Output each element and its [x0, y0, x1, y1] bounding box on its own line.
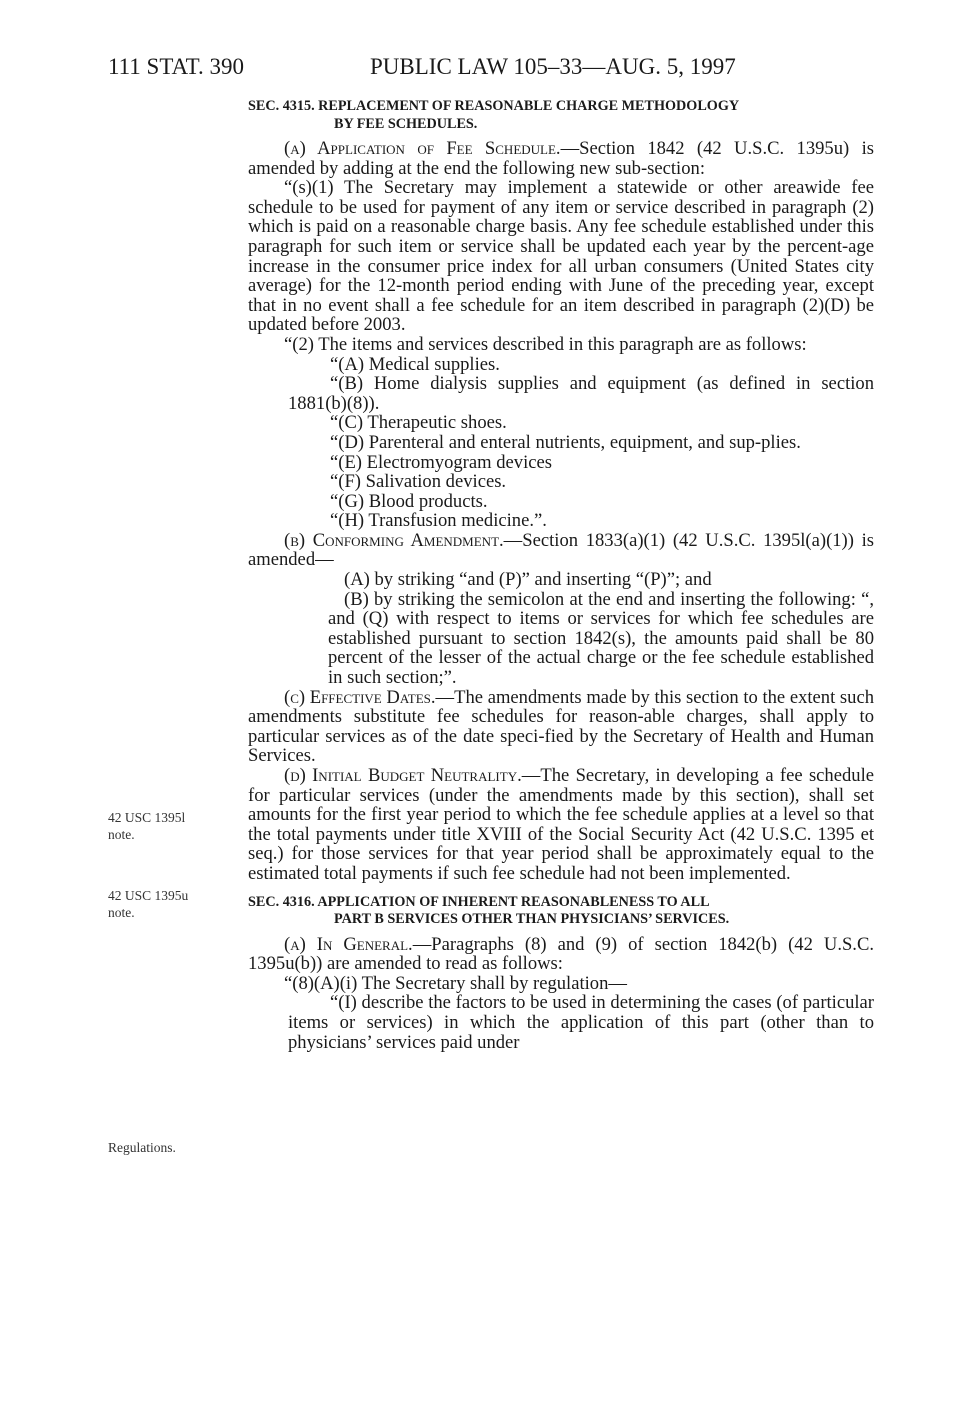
- margin-note-citation: 42 USC 1395l: [108, 810, 186, 825]
- margin-note-1395u: [108, 887, 228, 921]
- subsection-c: [248, 688, 874, 766]
- subsection-d: [248, 766, 874, 884]
- list-item: “(H) Transfusion medicine.”.: [330, 510, 547, 532]
- list-item: “(A) Medical supplies.: [330, 353, 500, 375]
- paragraph-s1: “(s)(1) The Secretary may implement a statewide or other areawide fee schedule to be used for payment of any item or service described in paragraph (2) which is paid on a reasonable charge basis. Any fee schedule established under this paragraph for such item or service shall be updated each year by the percent-age increase in the consumer price index for all urban consumers (United States city average) for the 12-month period ending with June of the preceding year, except that in no event shall a fee schedule for an item described in paragraph (2)(D) be updated before 2003.: [248, 177, 874, 336]
- page-header: [108, 54, 868, 84]
- list-item: “(G) Blood products.: [330, 490, 488, 512]
- section-4315-heading: [248, 98, 874, 133]
- public-law-citation: PUBLIC LAW 105–33—AUG. 5, 1997: [370, 54, 736, 79]
- subsection-heading: (b) Conforming Amendment.: [284, 529, 504, 551]
- list-item: “(E) Electromyogram devices: [330, 451, 552, 473]
- subsection-heading: (d) Initial Budget Neutrality.: [284, 765, 522, 786]
- clause-I: “(I) describe the factors to be used in determining the cases (of particular items or services) in which the application of this part (other than to physicians’ services paid under: [288, 992, 874, 1053]
- subsection-text: —The Secretary, in developing a fee schedule for particular services (under the amendments made by this section), shall set amounts for the first year period to which the fee schedule applies at a level so that the total payments under title XVIII of the Social Security Act (42 U.S.C. 1395 et seq.) for those services for that year period shall be approximately equal to the estimated total payments if such fee schedule had not been implemented.: [248, 765, 874, 884]
- section-4316-heading: [248, 894, 874, 929]
- heading-line: SEC. 4316. APPLICATION OF INHERENT REASONABLENESS TO ALL: [248, 893, 710, 910]
- margin-note-1395l: [108, 809, 228, 843]
- margin-note-suffix: note.: [108, 905, 135, 920]
- heading-line: PART B SERVICES OTHER THAN PHYSICIANS’ SERVICES.: [334, 911, 730, 928]
- list-item: “(D) Parenteral and enteral nutrients, equipment, and sup-plies.: [330, 431, 801, 453]
- heading-line: BY FEE SCHEDULES.: [334, 115, 478, 132]
- heading-line: SEC. 4315. REPLACEMENT OF REASONABLE CHARGE METHODOLOGY: [248, 98, 740, 114]
- subparagraph-A: (A) by striking “and (P)” and inserting “(P)”; and: [344, 569, 712, 591]
- subsection-heading: (a) In General.: [284, 933, 413, 955]
- margin-note-regulations: Regulations.: [108, 1140, 176, 1155]
- list-item: “(C) Therapeutic shoes.: [330, 412, 507, 434]
- statute-page-number: 111 STAT. 390: [108, 54, 244, 79]
- subsection-b: [248, 531, 874, 570]
- paragraph-8: “(8)(A)(i) The Secretary shall by regulation—: [284, 972, 627, 994]
- subsection-text: —Section 1842 (42 U.S.C. 1395u) is amended by adding at the end the following new sub-section:: [248, 138, 874, 179]
- subparagraph-B: (B) by striking the semicolon at the end and inserting the following: “, and (Q) with respect to items or services for which fee schedules are established pursuant to section 1842(s), the amounts paid shall be 80 percent of the lesser of the actual charge or the fee schedule established in such section;”.: [328, 588, 874, 689]
- subsection-text: —Section 1833(a)(1) (42 U.S.C. 1395l(a)(1)) is amended—: [248, 529, 875, 571]
- list-item: “(B) Home dialysis supplies and equipment (as defined in section 1881(b)(8)).: [288, 373, 874, 414]
- margin-note-suffix: note.: [108, 827, 135, 842]
- subsection-text: —The amendments made by this section to the extent such amendments substitute fee schedules for reason-able charges, shall apply to particular services as of the date speci-fied by the Secretary of Health and Human Services.: [248, 686, 874, 767]
- subsection-heading: (a) Application of Fee Schedule.: [284, 138, 561, 159]
- subsection-a: [248, 139, 874, 178]
- document-body: [248, 96, 874, 1052]
- paragraph-s2: “(2) The items and services described in this paragraph are as follows:: [284, 333, 807, 355]
- subsection-text: —Paragraphs (8) and (9) of section 1842(b) (42 U.S.C. 1395u(b)) are amended to read as follows:: [248, 933, 875, 975]
- margin-note-citation: 42 USC 1395u: [108, 888, 189, 903]
- subsection-heading: (c) Effective Dates.: [284, 686, 436, 708]
- subsection-a: [248, 935, 874, 974]
- list-item: “(F) Salivation devices.: [330, 471, 507, 493]
